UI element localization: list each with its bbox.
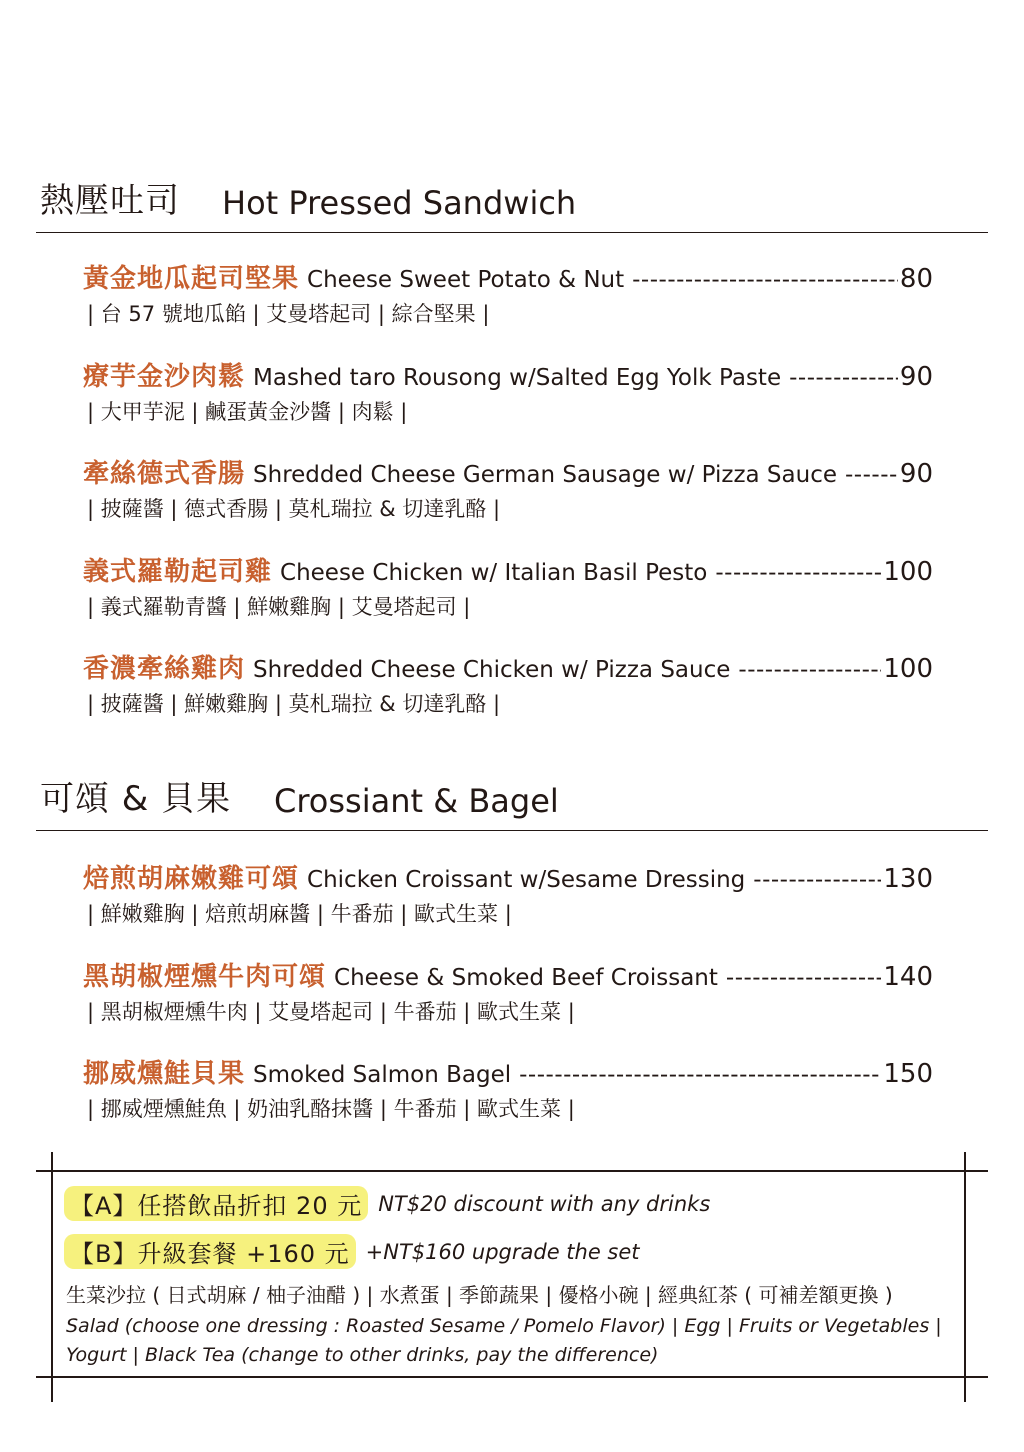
item-description: | 義式羅勒青醬 | 鮮嫩雞胸 | 艾曼塔起司 |: [87, 595, 471, 619]
option-a-label: 【A】任搭飲品折扣 20 元: [64, 1186, 368, 1221]
section-title-en: Hot Pressed Sandwich: [222, 184, 577, 222]
option-b-label: 【B】升級套餐 +160 元: [64, 1234, 356, 1269]
menu-item: [83, 1053, 933, 1123]
menu-item: [83, 453, 933, 523]
dot-leader: [715, 560, 881, 586]
item-price: 130: [883, 864, 933, 894]
menu-item: [83, 356, 933, 426]
item-name-en: Shredded Cheese German Sausage w/ Pizza Sauce: [253, 462, 837, 488]
item-price: 90: [899, 362, 933, 392]
section-title-zh: 可頌 & 貝果: [40, 779, 232, 819]
item-description: | 披薩醬 | 德式香腸 | 莫札瑞拉 & 切達乳酪 |: [87, 497, 501, 521]
item-price: 150: [883, 1059, 933, 1089]
dot-leader: [632, 267, 898, 293]
menu-item: [83, 956, 933, 1026]
option-a: [64, 1186, 710, 1221]
item-description: | 鮮嫩雞胸 | 焙煎胡麻醬 | 牛番茄 | 歐式生菜 |: [87, 902, 512, 926]
option-b-en: +NT$160 upgrade the set: [365, 1239, 640, 1264]
menu-item: [83, 551, 933, 621]
item-name-zh: 療芋金沙肉鬆: [83, 362, 246, 392]
set-includes-zh: 生菜沙拉 ( 日式胡麻 / 柚子油醋 ) | 水煮蛋 | 季節蔬果 | 優格小碗 | 經典紅茶 ( 可補差額更換 ): [66, 1283, 893, 1307]
box-top-rule: [36, 1170, 988, 1172]
section-title-zh: 熱壓吐司: [40, 181, 180, 221]
option-b: [64, 1234, 640, 1269]
item-description: | 大甲芋泥 | 鹹蛋黃金沙醬 | 肉鬆 |: [87, 400, 408, 424]
dot-leader: [738, 657, 881, 683]
item-name-zh: 牽絲德式香腸: [83, 459, 246, 489]
item-name-zh: 義式羅勒起司雞: [83, 557, 273, 587]
item-description: | 黑胡椒煙燻牛肉 | 艾曼塔起司 | 牛番茄 | 歐式生菜 |: [87, 1000, 575, 1024]
dot-leader: [753, 867, 881, 893]
item-name-en: Smoked Salmon Bagel: [253, 1062, 512, 1088]
dot-leader: [519, 1062, 881, 1088]
box-bottom-rule: [36, 1376, 988, 1378]
set-includes-en: Salad (choose one dressing : Roasted Sesame / Pomelo Flavor) | Egg | Fruits or Vegetables | Yogurt | Black Tea (change to other drinks, pay the difference): [66, 1315, 942, 1366]
section-title-en: Crossiant & Bagel: [274, 782, 559, 820]
item-name-en: Cheese Sweet Potato & Nut: [307, 267, 625, 293]
item-name-en: Cheese Chicken w/ Italian Basil Pesto: [280, 560, 708, 586]
section-header-croissant-bagel: [36, 780, 988, 831]
menu-item: [83, 648, 933, 718]
set-options-box: [36, 1152, 988, 1402]
item-name-zh: 黑胡椒煙燻牛肉可頌: [83, 962, 327, 992]
item-price: 140: [883, 962, 933, 992]
menu-item: [83, 858, 933, 928]
item-description: | 挪威煙燻鮭魚 | 奶油乳酪抹醬 | 牛番茄 | 歐式生菜 |: [87, 1097, 575, 1121]
item-name-en: Chicken Croissant w/Sesame Dressing: [307, 867, 746, 893]
dot-leader: [789, 365, 898, 391]
item-description: | 披薩醬 | 鮮嫩雞胸 | 莫札瑞拉 & 切達乳酪 |: [87, 692, 501, 716]
dot-leader: [726, 965, 881, 991]
option-a-en: NT$20 discount with any drinks: [378, 1191, 711, 1216]
item-name-zh: 香濃牽絲雞肉: [83, 654, 246, 684]
menu-item: [83, 258, 933, 328]
dot-leader: [845, 462, 898, 488]
item-name-en: Mashed taro Rousong w/Salted Egg Yolk Paste: [253, 365, 782, 391]
item-description: | 台 57 號地瓜餡 | 艾曼塔起司 | 綜合堅果 |: [87, 302, 490, 326]
item-name-zh: 黃金地瓜起司堅果: [83, 264, 300, 294]
item-price: 100: [883, 654, 933, 684]
item-name-zh: 挪威燻鮭貝果: [83, 1059, 246, 1089]
item-name-en: Cheese & Smoked Beef Croissant: [334, 965, 718, 991]
item-price: 90: [899, 459, 933, 489]
item-price: 100: [883, 557, 933, 587]
item-name-en: Shredded Cheese Chicken w/ Pizza Sauce: [253, 657, 731, 683]
item-price: 80: [899, 264, 933, 294]
section-header-sandwich: [36, 182, 988, 233]
item-name-zh: 焙煎胡麻嫩雞可頌: [83, 864, 300, 894]
box-left-rule: [51, 1152, 53, 1402]
